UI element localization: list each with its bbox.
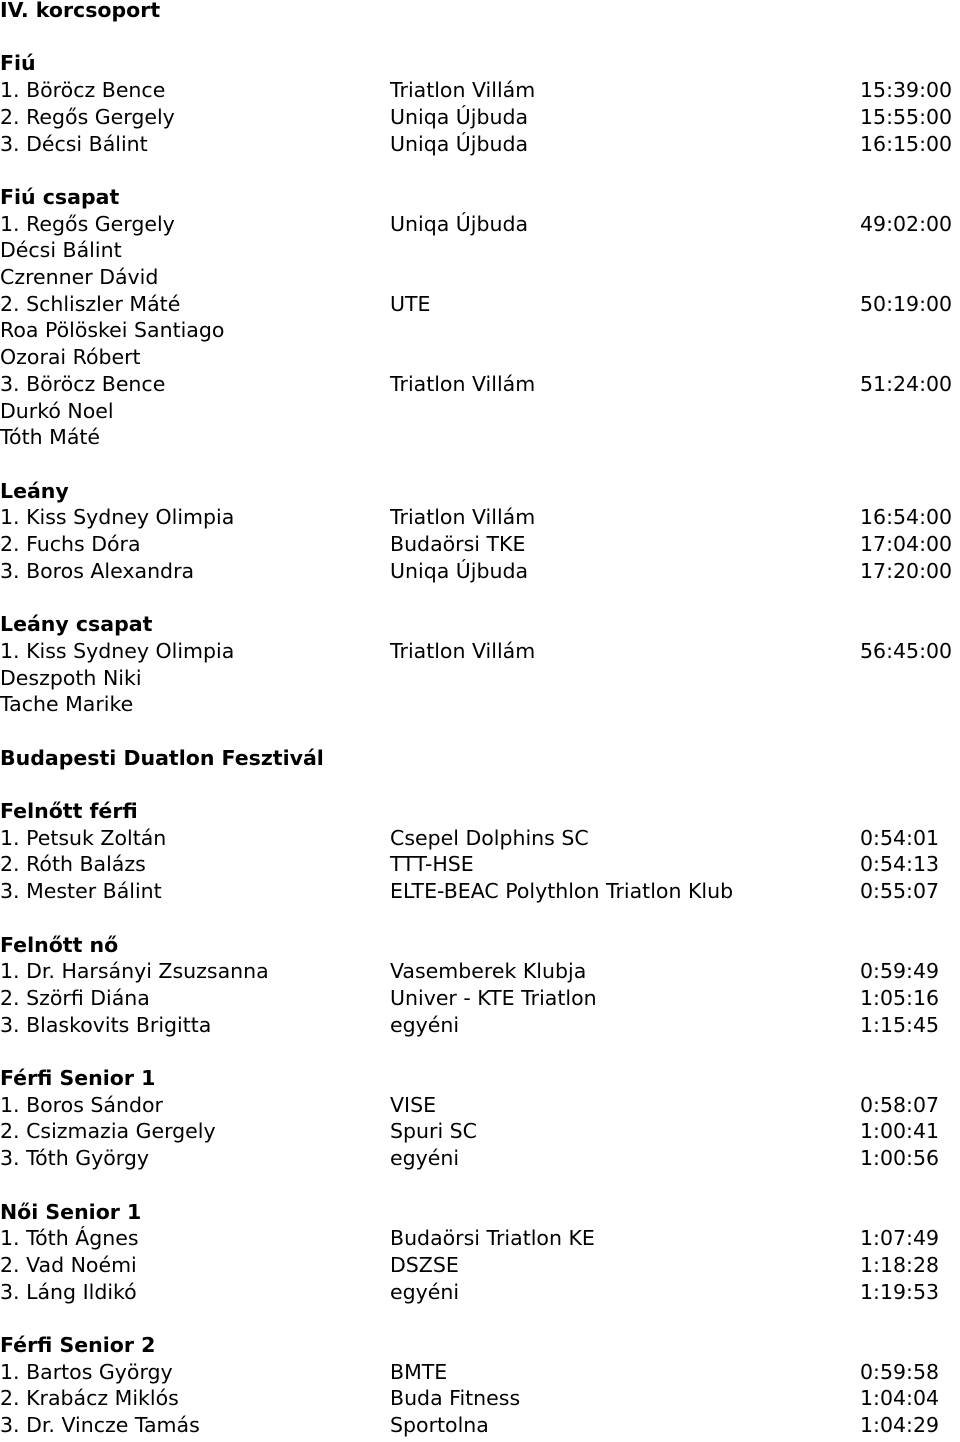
athlete-name: Czrenner Dávid [0,265,159,289]
athlete-name: Tóth Máté [0,425,101,450]
section-heading-text: Leány csapat [0,612,153,637]
athlete-name: 3. Böröcz Bence [0,371,166,396]
finish-time: 1:07:49 [860,1226,940,1251]
club-name: DSZSE [390,1252,459,1277]
finish-time: 49:02:00 [860,211,953,236]
finish-time: 15:55:00 [860,104,953,129]
section-heading-text: Férfi Senior 1 [0,1066,156,1090]
athlete-name: 3. Dr. Vincze Tamás [0,1413,200,1438]
result-row [0,211,960,238]
finish-time: 1:00:41 [860,1119,940,1144]
athlete-name: 1. Petsuk Zoltán [0,825,167,850]
finish-time: 1:19:53 [860,1279,940,1304]
athlete-name: Tache Marike [0,692,134,717]
section-heading-text: Felnőtt nő [0,932,119,957]
club-name: VISE [390,1092,437,1117]
club-name: ELTE-BEAC Polythlon Triatlon Klub [390,879,734,904]
club-name: Triatlon Villám [390,505,536,530]
club-name: Triatlon Villám [390,638,536,663]
result-row [0,398,960,425]
section-heading [0,1065,960,1092]
athlete-name: 3. Láng Ildikó [0,1279,137,1304]
result-row [0,878,960,905]
section-heading [0,611,960,638]
athlete-name: Roa Pölöskei Santiago [0,318,225,343]
club-name: UTE [390,291,431,316]
result-row [0,1012,960,1039]
finish-time: 0:59:58 [860,1359,940,1384]
athlete-name: 2. Szörfi Diána [0,985,150,1010]
section-heading-text: Fiú [0,51,36,76]
result-row [0,504,960,531]
section-heading-text: Felnőtt férfi [0,799,138,823]
result-row [0,958,960,985]
section-heading-text: Leány [0,478,69,503]
club-name: Budaörsi Triatlon KE [390,1226,595,1251]
club-name: Uniqa Újbuda [390,558,529,583]
result-row [0,638,960,665]
section-heading [0,798,960,825]
club-name: Uniqa Újbuda [390,104,529,129]
club-name: egyéni [390,1279,460,1304]
result-row [0,317,960,344]
section-heading-text: Férfi Senior 2 [0,1333,156,1357]
athlete-name: 2. Krabácz Miklós [0,1386,179,1411]
result-row [0,1225,960,1252]
finish-time: 17:04:00 [860,532,953,556]
finish-time: 50:19:00 [860,291,953,316]
result-row [0,558,960,585]
finish-time: 16:15:00 [860,131,953,156]
finish-time: 56:45:00 [860,638,953,663]
athlete-name: 1. Dr. Harsányi Zsuzsanna [0,959,269,984]
section-heading-text: Női Senior 1 [0,1199,142,1224]
result-row [0,237,960,264]
athlete-name: 1. Boros Sándor [0,1092,163,1117]
finish-time: 0:58:07 [860,1092,940,1117]
result-row [0,1279,960,1306]
section-heading [0,1199,960,1226]
result-row [0,77,960,104]
athlete-name: 1. Böröcz Bence [0,78,166,103]
result-row [0,344,960,371]
result-row [0,1092,960,1119]
result-row [0,371,960,398]
athlete-name: Ozorai Róbert [0,345,141,370]
finish-time: 17:20:00 [860,558,953,583]
club-name: Buda Fitness [390,1386,521,1411]
club-name: Sportolna [390,1413,489,1438]
club-name: Triatlon Villám [390,78,536,103]
athlete-name: 2. Csizmazia Gergely [0,1119,216,1144]
finish-time: 1:18:28 [860,1252,940,1277]
athlete-name: 1. Kiss Sydney Olimpia [0,638,235,663]
result-row [0,985,960,1012]
finish-time: 0:55:07 [860,879,940,904]
result-row [0,531,960,558]
club-name: Budaörsi TKE [390,532,526,556]
result-row [0,1118,960,1145]
result-row [0,851,960,878]
finish-time: 0:54:01 [860,825,940,850]
page-title [0,0,960,24]
club-name: BMTE [390,1359,448,1384]
result-row [0,131,960,158]
club-name: Uniqa Újbuda [390,131,529,156]
club-name: Triatlon Villám [390,371,536,396]
section-heading [0,50,960,77]
section-heading-text: Budapesti Duatlon Fesztivál [0,745,324,770]
athlete-name: 3. Blaskovits Brigitta [0,1012,212,1037]
result-row [0,1145,960,1172]
athlete-name: 3. Tóth György [0,1146,149,1171]
result-row [0,1412,960,1439]
result-row [0,1359,960,1386]
page-title-text: IV. korcsoport [0,0,161,22]
athlete-name: 1. Regős Gergely [0,211,175,236]
athlete-name: Deszpoth Niki [0,665,142,690]
athlete-name: 3. Boros Alexandra [0,558,195,583]
club-name: Vasemberek Klubja [390,959,587,984]
result-row [0,1385,960,1412]
athlete-name: 2. Róth Balázs [0,852,146,877]
athlete-name: 2. Fuchs Dóra [0,532,141,556]
result-row [0,665,960,692]
club-name: Univer - KTE Triatlon [390,985,597,1010]
club-name: Csepel Dolphins SC [390,825,589,850]
athlete-name: 2. Schliszler Máté [0,291,181,316]
section-heading [0,478,960,505]
result-row [0,104,960,131]
athlete-name: Décsi Bálint [0,238,122,263]
section-heading [0,1332,960,1359]
finish-time: 16:54:00 [860,505,953,530]
finish-time: 1:04:04 [860,1386,940,1411]
result-row [0,264,960,291]
section-heading-text: Fiú csapat [0,184,120,209]
result-row [0,424,960,451]
club-name: Spuri SC [390,1119,477,1144]
finish-time: 0:54:13 [860,852,940,877]
finish-time: 15:39:00 [860,78,953,103]
club-name: egyéni [390,1012,460,1037]
club-name: egyéni [390,1146,460,1171]
result-row [0,825,960,852]
athlete-name: 3. Mester Bálint [0,879,162,904]
athlete-name: 1. Bartos György [0,1359,173,1384]
athlete-name: 3. Décsi Bálint [0,131,148,156]
athlete-name: 2. Vad Noémi [0,1252,137,1277]
finish-time: 1:05:16 [860,985,940,1010]
finish-time: 0:59:49 [860,959,940,984]
finish-time: 1:15:45 [860,1012,940,1037]
athlete-name: 2. Regős Gergely [0,104,175,129]
finish-time: 1:04:29 [860,1413,940,1438]
finish-time: 51:24:00 [860,371,953,396]
club-name: Uniqa Újbuda [390,211,529,236]
finish-time: 1:00:56 [860,1146,940,1171]
section-heading [0,184,960,211]
section-heading [0,932,960,959]
section-heading [0,745,960,772]
athlete-name: 1. Tóth Ágnes [0,1226,139,1251]
athlete-name: 1. Kiss Sydney Olimpia [0,505,235,530]
result-row [0,691,960,718]
club-name: TTT-HSE [390,852,474,877]
athlete-name: Durkó Noel [0,398,114,423]
result-row [0,1252,960,1279]
result-row [0,291,960,318]
